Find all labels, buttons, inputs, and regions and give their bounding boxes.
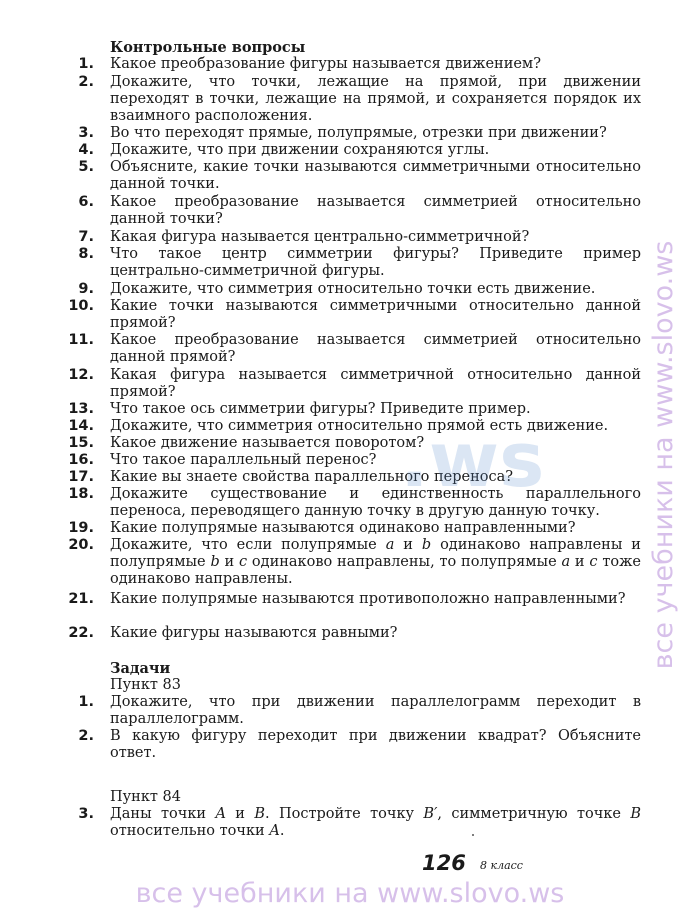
question-number: 1.: [78, 56, 94, 72]
question-text: Какое преобразование называется симметрией относительно данной точки?: [110, 194, 641, 227]
question-text: Что такое параллельный перенос?: [110, 452, 377, 468]
question-number: 18.: [68, 486, 94, 502]
question-number: 19.: [68, 520, 94, 536]
page-number: 126: [422, 851, 466, 875]
problem-text: В какую фигуру переходит при движении квадрат? Объясните ответ.: [110, 728, 641, 761]
question-number: 17.: [68, 469, 94, 485]
question-text: Во что переходят прямые, полупрямые, отрезки при движении?: [110, 125, 607, 141]
question-number: 5.: [78, 159, 94, 175]
problem-number: 1.: [78, 694, 94, 710]
question-text: [110, 537, 641, 588]
question-text: Какие полупрямые называются одинаково направленными?: [110, 520, 576, 536]
question-number: 14.: [68, 418, 94, 434]
question-text: Докажите существование и единственность параллельного переноса, переводящего данную точку в другую данную точку.: [110, 486, 641, 519]
question-text: Объясните, какие точки называются симметричными относительно данной точки.: [110, 159, 641, 192]
question-number: 21.: [68, 591, 94, 607]
question-number: 15.: [68, 435, 94, 451]
problem-number: 2.: [78, 728, 94, 744]
side-watermark: все учебники на www.slovo.ws: [648, 240, 679, 670]
question-text: Какие фигуры называются равными?: [110, 625, 398, 641]
speck: [472, 834, 474, 836]
problems-heading: Задачи: [110, 660, 171, 677]
question-number: 16.: [68, 452, 94, 468]
problem-text: [110, 806, 641, 840]
question-number: 11.: [68, 332, 94, 348]
bottom-watermark: все учебники на www.slovo.ws: [135, 878, 565, 909]
question-text: Какая фигура называется симметричной относительно данной прямой?: [110, 367, 641, 400]
question-text: Какая фигура называется центрально-симметричной?: [110, 229, 530, 245]
question-number: 3.: [78, 125, 94, 141]
question-number: 9.: [78, 281, 94, 297]
section-title: Пункт 83: [110, 677, 181, 693]
question-text: Какое преобразование фигуры называется движением?: [110, 56, 541, 72]
question-text: Докажите, что симметрия относительно прямой есть движение.: [110, 418, 609, 434]
question-number: 8.: [78, 246, 94, 262]
question-number: 4.: [78, 142, 94, 158]
question-text: Какое преобразование называется симметрией относительно данной прямой?: [110, 332, 641, 365]
problem-text: Докажите, что при движении параллелограмм переходит в параллелограмм.: [110, 694, 641, 727]
question-text: Что такое ось симметрии фигуры? Приведите пример.: [110, 401, 531, 417]
problem-text-rich: Даны точки A и B. Постройте точку B′, симметричную точке B относительно точки A.: [110, 806, 642, 839]
question-text-rich: Докажите, что если полупрямые a и b одинаково направлены и полупрямые b и c одинаково направлены, то полупрямые a и c тоже одинаково направлены.: [110, 537, 641, 587]
question-text: Докажите, что симметрия относительно точки есть движение.: [110, 281, 596, 297]
question-text: Что такое центр симметрии фигуры? Приведите пример центрально-симметричной фигуры.: [110, 246, 641, 279]
question-number: 10.: [68, 298, 94, 314]
question-number: 7.: [78, 229, 94, 245]
question-number: 13.: [68, 401, 94, 417]
question-text: Какие точки называются симметричными относительно данной прямой?: [110, 298, 641, 331]
question-number: 22.: [68, 625, 94, 641]
question-number: 20.: [68, 537, 94, 553]
control-questions-heading: Контрольные вопросы: [110, 39, 306, 56]
grade-label: 8 класс: [480, 859, 523, 872]
question-text: Докажите, что точки, лежащие на прямой, при движении переходят в точки, лежащие на прямой, и сохраняется порядок их взаимного расположения.: [110, 74, 641, 124]
question-text: Докажите, что при движении сохраняются углы.: [110, 142, 490, 158]
question-text: Какие вы знаете свойства параллельного переноса?: [110, 469, 514, 485]
question-number: 6.: [78, 194, 94, 210]
question-text: Какие полупрямые называются противоположно направленными?: [110, 591, 626, 607]
center-watermark: .ws: [400, 415, 545, 504]
section-title: Пункт 84: [110, 789, 181, 805]
question-number: 2.: [78, 74, 94, 90]
problem-number: 3.: [78, 806, 94, 822]
question-text: Какое движение называется поворотом?: [110, 435, 425, 451]
question-number: 12.: [68, 367, 94, 383]
